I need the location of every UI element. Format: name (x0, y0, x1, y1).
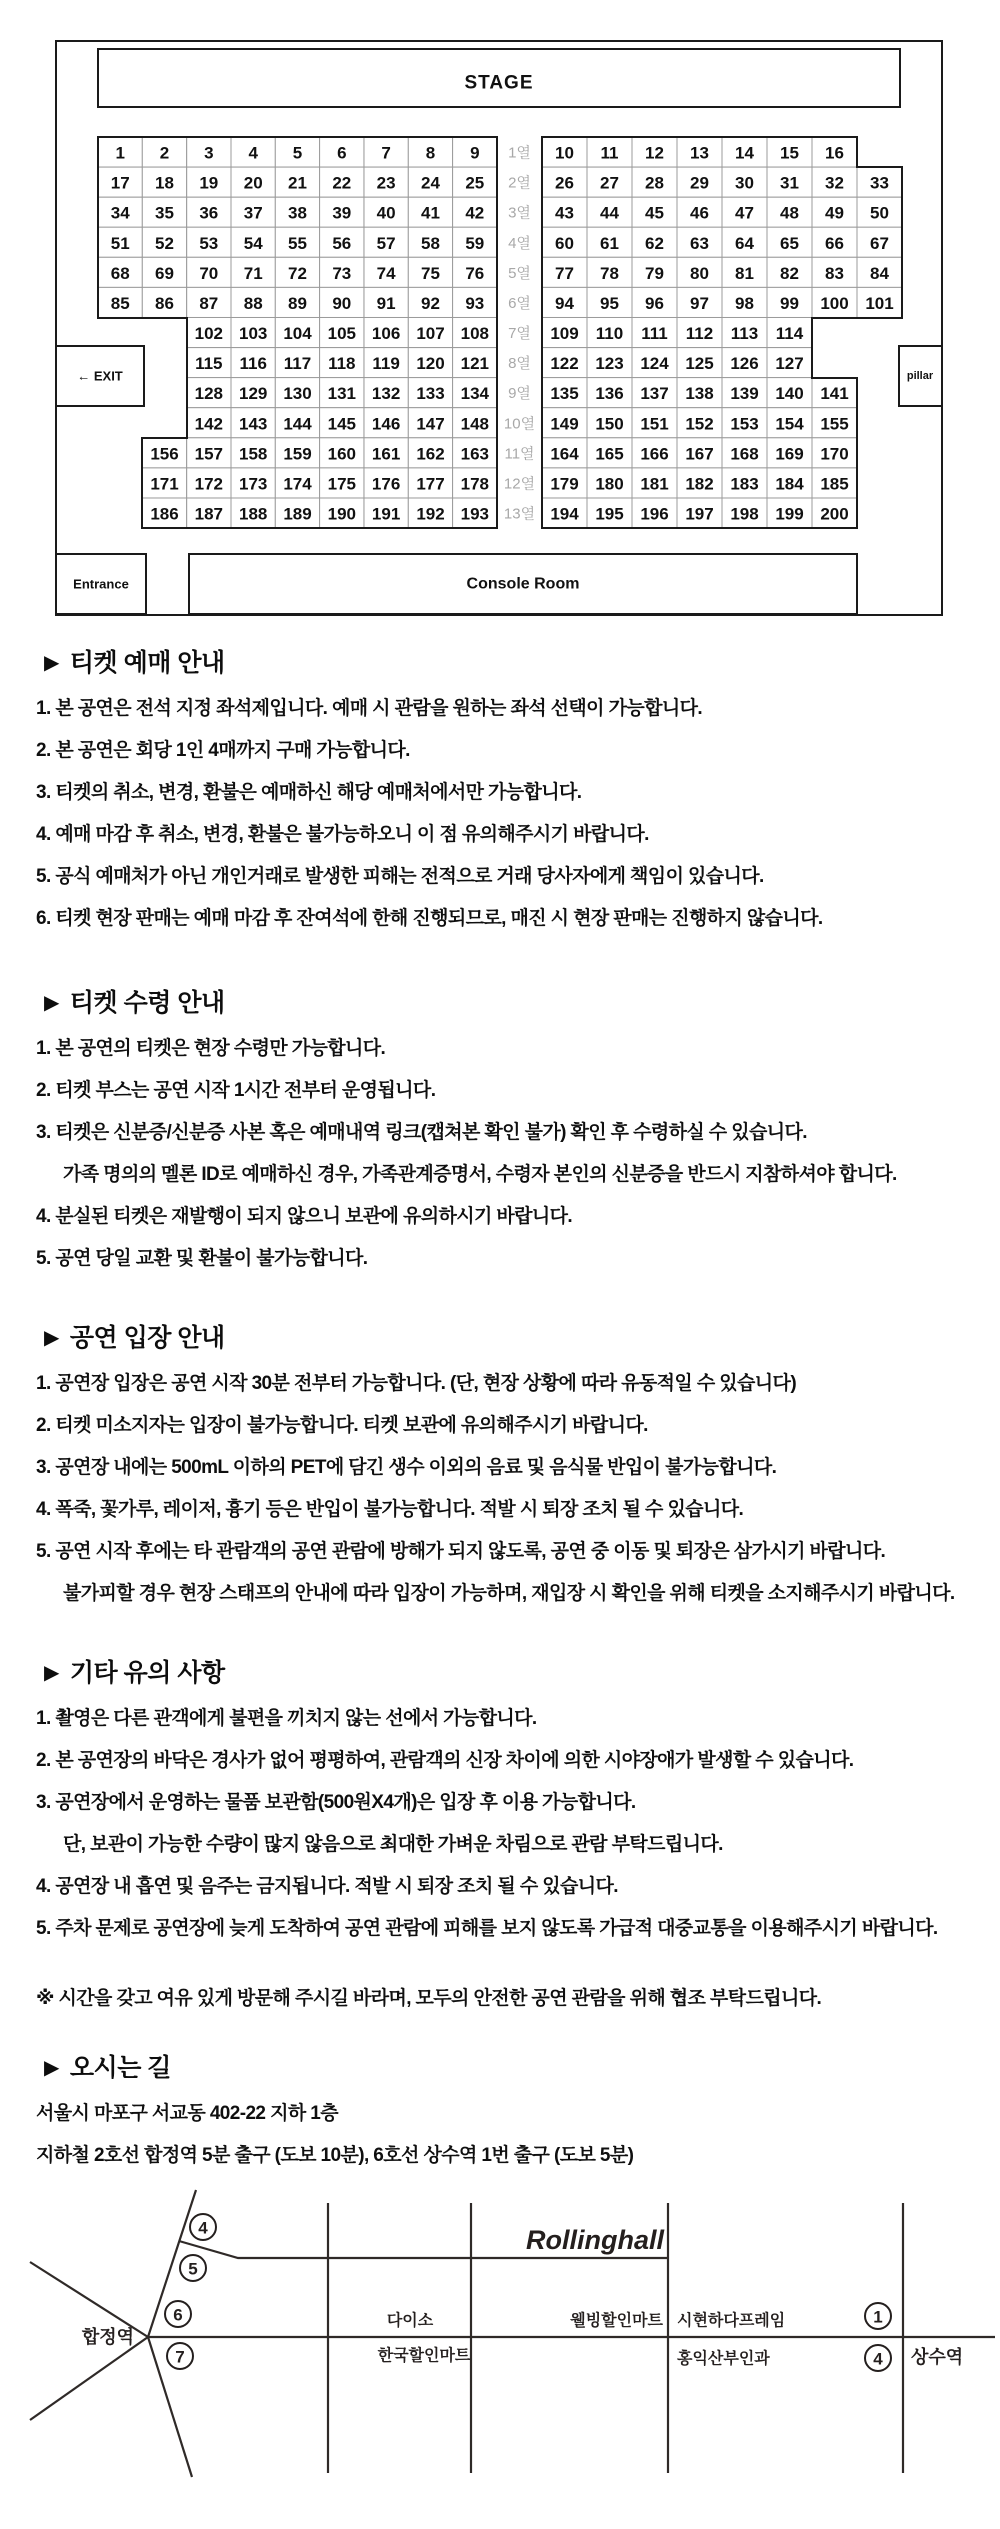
seat-number: 181 (640, 474, 669, 494)
section-title (44, 1323, 966, 1353)
subway-line: 지하철 2호선 합정역 5분 출구 (도보 10분), 6호선 상수역 1번 출구 (도보 5분) (36, 2145, 634, 2166)
seat-number: 24 (421, 173, 440, 193)
seat-number: 85 (110, 293, 130, 313)
guideline-item: 1. 촬영은 다른 관객에게 불편을 끼치지 않는 선에서 가능합니다. (36, 1708, 537, 1729)
seat-number: 112 (685, 324, 714, 343)
seat-number: 151 (640, 414, 669, 434)
row-label: 12열 (503, 475, 536, 493)
row-label: 8열 (508, 355, 531, 373)
guideline-item: 3. 티켓은 신분증/신분증 사본 혹은 예매내역 링크(캡쳐본 확인 불가) 확인 후 수령하실 수 있습니다. (36, 1122, 807, 1143)
seat-number: 119 (372, 354, 400, 374)
seat-number: 44 (600, 203, 619, 223)
seat-number: 154 (775, 414, 804, 434)
seat-number: 172 (194, 474, 223, 494)
seat-number: 163 (460, 444, 489, 464)
seat-number: 120 (416, 354, 445, 374)
seat-number: 69 (155, 263, 174, 283)
seat-number: 36 (199, 203, 219, 223)
guideline-item: 4. 폭죽, 꽃가루, 레이저, 흉기 등은 반입이 불가능합니다. 적발 시 퇴장 조치 될 수 있습니다. (36, 1499, 744, 1520)
seat-number: 84 (870, 263, 889, 283)
seat-number: 25 (465, 173, 485, 193)
seat-number: 171 (150, 474, 179, 494)
seat-number: 162 (416, 444, 445, 464)
seat-number: 116 (239, 354, 267, 374)
seat-number: 166 (640, 444, 669, 464)
seat-number: 153 (730, 414, 759, 434)
seat-number: 74 (376, 263, 396, 283)
seat-number: 111 (641, 324, 668, 343)
row-label: 11열 (504, 445, 535, 463)
seat-number: 56 (332, 233, 352, 253)
seat-number: 138 (685, 384, 714, 404)
seat-number: 10 (555, 143, 574, 163)
section-title-text: 티켓 수령 안내 (69, 989, 225, 1017)
seat-number: 167 (685, 444, 714, 464)
seat-number: 179 (550, 474, 579, 494)
seat-number: 95 (600, 293, 619, 313)
guideline-item: 4. 공연장 내 흡연 및 음주는 금지됩니다. 적발 시 퇴장 조치 될 수 있습니다. (36, 1876, 618, 1897)
seat-number: 186 (150, 504, 179, 524)
sangsu-station-label: 상수역 (911, 2347, 964, 2367)
seat-number: 83 (825, 263, 844, 283)
seat-number: 144 (283, 414, 312, 434)
seat-number: 184 (775, 474, 804, 494)
seat-number: 123 (595, 354, 624, 374)
guideline-item: 3. 공연장 내에는 500mL 이하의 PET에 담긴 생수 이외의 음료 및 음식물 반입이 불가능합니다. (36, 1457, 777, 1478)
seat-number: 194 (550, 504, 579, 524)
venue-logo: Rollinghall (526, 2225, 664, 2255)
street-line (30, 2337, 148, 2420)
seat-number: 21 (288, 173, 307, 193)
seat-number: 75 (421, 263, 440, 283)
seat-number: 143 (239, 414, 268, 434)
seat-number: 81 (735, 263, 754, 283)
section-title-text: 기타 유의 사항 (69, 1659, 225, 1687)
seat-number: 13 (690, 143, 709, 163)
seat-number: 125 (685, 354, 714, 374)
seat-number: 22 (332, 173, 352, 193)
seat-number: 33 (870, 173, 889, 193)
seat-number: 30 (735, 173, 754, 193)
seat-number: 11 (600, 143, 619, 163)
section-marker-icon: ▶ (44, 1327, 59, 1349)
guideline-item: 불가피할 경우 현장 스태프의 안내에 따라 입장이 가능하며, 재입장 시 확인을 위해 티켓을 소지해주시기 바랍니다. (63, 1583, 955, 1604)
seat-number: 89 (288, 293, 307, 313)
seat-number: 155 (820, 414, 849, 434)
seat-number: 176 (371, 474, 401, 494)
seat-number: 18 (155, 173, 174, 193)
seat-number: 31 (780, 173, 799, 193)
guideline-item: 단, 보관이 가능한 수량이 많지 않음으로 최대한 가벼운 차림으로 관람 부탁드립니다. (63, 1834, 723, 1855)
seat-number: 61 (600, 233, 619, 253)
seat-number: 140 (775, 384, 804, 404)
seat-number: 128 (194, 384, 223, 404)
seat-number: 137 (640, 384, 669, 404)
seat-number: 59 (465, 233, 485, 253)
seat-number: 71 (243, 263, 263, 283)
section-title-text: 티켓 예매 안내 (69, 649, 225, 677)
seat-number: 158 (239, 444, 268, 464)
seat-number: 28 (645, 173, 664, 193)
seat-number: 47 (735, 203, 754, 223)
seat-number: 168 (730, 444, 759, 464)
section-marker-icon: ▶ (44, 992, 59, 1014)
seat-number: 136 (595, 384, 624, 404)
seat-grid (98, 137, 902, 528)
seat-number: 37 (243, 203, 263, 223)
seat-number: 200 (820, 504, 849, 524)
seat-number: 122 (550, 354, 579, 374)
seat-number: 196 (640, 504, 669, 524)
seat-number: 124 (640, 354, 669, 374)
seat-number: 38 (288, 203, 307, 223)
section-ticket-pickup (36, 988, 966, 1291)
seat-number: 76 (465, 263, 485, 283)
seat-number: 189 (283, 504, 312, 524)
guideline-item: 1. 공연장 입장은 공연 시작 30분 전부터 가능합니다. (단, 현장 상황에 따라 유동적일 수 있습니다) (36, 1373, 797, 1394)
exit-label: ← EXIT (77, 368, 123, 384)
seat-number: 78 (600, 263, 619, 283)
seat-number: 102 (194, 324, 223, 343)
guideline-item: 가족 명의의 멜론 ID로 예매하신 경우, 가족관계증명서, 수령자 본인의 신분증을 반드시 지참하셔야 합니다. (63, 1164, 897, 1185)
row-label: 5열 (508, 264, 531, 282)
seat-number: 118 (328, 354, 356, 374)
seat-number: 121 (460, 354, 489, 374)
section-other-notes (36, 1658, 966, 1961)
section-marker-icon: ▶ (44, 652, 59, 674)
seat-number: 73 (332, 263, 352, 283)
seat-number: 139 (730, 384, 759, 404)
seat-number: 67 (870, 233, 889, 253)
seat-number: 108 (460, 324, 489, 343)
seat-number: 170 (820, 444, 849, 464)
row-label: 4열 (508, 234, 531, 252)
seat-number: 16 (825, 143, 844, 163)
seat-number: 182 (685, 474, 714, 494)
seat-number: 149 (550, 414, 579, 434)
guideline-item: 5. 주차 문제로 공연장에 늦게 도착하여 공연 관람에 피해를 보지 않도록 가급적 대중교통을 이용해주시기 바랍니다. (36, 1918, 938, 1939)
seat-number: 64 (735, 233, 754, 253)
seat-number: 152 (685, 414, 714, 434)
street-line (30, 2262, 148, 2337)
guideline-item: 3. 공연장에서 운영하는 물품 보관함(500원X4개)은 입장 후 이용 가능합니다. (36, 1792, 636, 1813)
seating-chart (55, 40, 943, 616)
seat-number: 187 (194, 504, 223, 524)
seat-number: 40 (376, 203, 396, 223)
seat-number: 141 (820, 384, 849, 404)
seat-number: 34 (110, 203, 130, 223)
guideline-item: 5. 공연 당일 교환 및 환불이 불가능합니다. (36, 1248, 368, 1269)
seat-number: 39 (332, 203, 352, 223)
seat-number: 191 (371, 504, 401, 524)
guideline-item: 5. 공연 시작 후에는 타 관람객의 공연 관람에 방해가 되지 않도록, 공연 중 이동 및 퇴장은 삼가시기 바랍니다. (36, 1541, 886, 1562)
guideline-item: 1. 본 공연은 전석 지정 좌석제입니다. 예매 시 관람을 원하는 좌석 선택이 가능합니다. (36, 698, 703, 719)
seat-number: 126 (730, 354, 759, 374)
seat-number: 110 (595, 324, 624, 343)
seat-number: 57 (376, 233, 396, 253)
row-label: 3열 (508, 204, 531, 222)
guideline-item: 4. 예매 마감 후 취소, 변경, 환불은 불가능하오니 이 점 유의해주시기 바랍니다. (36, 824, 649, 845)
seat-number: 105 (327, 324, 356, 343)
section-marker-icon: ▶ (44, 2057, 59, 2079)
seat-number: 58 (421, 233, 440, 253)
guideline-item: 1. 본 공연의 티켓은 현장 수령만 가능합니다. (36, 1038, 386, 1059)
seat-number: 107 (416, 324, 445, 343)
row-label: 1열 (508, 144, 531, 162)
seat-number: 20 (243, 173, 263, 193)
seat-number: 8 (425, 143, 436, 163)
section-title (44, 988, 966, 1018)
guideline-item: 4. 분실된 티켓은 재발행이 되지 않으니 보관에 유의하시기 바랍니다. (36, 1206, 573, 1227)
exit-number: 1 (873, 2307, 883, 2327)
map-streets (30, 2190, 995, 2477)
section-ticket-booking (36, 648, 966, 951)
seat-number: 197 (685, 504, 714, 524)
seat-number: 88 (243, 293, 263, 313)
seat-number: 175 (327, 474, 356, 494)
sihyeon-frame-label: 시현하다프레임 (677, 2312, 786, 2330)
seat-number: 99 (780, 293, 799, 313)
seat-number: 77 (555, 263, 574, 283)
seat-number: 53 (199, 233, 219, 253)
seat-number: 17 (110, 173, 130, 193)
section-title (44, 1658, 966, 1688)
section-title-text: 공연 입장 안내 (69, 1324, 225, 1352)
seat-number: 19 (199, 173, 219, 193)
seat-number: 195 (595, 504, 624, 524)
row-label: 2열 (508, 174, 531, 192)
seat-number: 23 (376, 173, 396, 193)
seat-number: 142 (194, 414, 223, 434)
seat-number: 164 (550, 444, 579, 464)
seat-number: 9 (470, 143, 480, 163)
seat-number: 51 (110, 233, 130, 253)
seat-number: 183 (730, 474, 759, 494)
safety-notice: ※ 시간을 갖고 여유 있게 방문해 주시길 바라며, 모두의 안전한 공연 관람을 위해 협조 부탁드립니다. (36, 1988, 822, 2009)
seat-number: 60 (555, 233, 574, 253)
seat-number: 27 (600, 173, 619, 193)
section-title (44, 2053, 966, 2083)
entrance-label: Entrance (73, 576, 129, 592)
seat-number: 79 (645, 263, 664, 283)
seat-number: 159 (283, 444, 312, 464)
seat-number: 157 (194, 444, 223, 464)
seat-number: 199 (775, 504, 804, 524)
seat-number: 43 (555, 203, 574, 223)
seat-number: 104 (283, 324, 312, 343)
seat-number: 98 (735, 293, 754, 313)
exit-number: 5 (188, 2259, 198, 2279)
seat-number: 96 (645, 293, 664, 313)
exit-number: 6 (173, 2305, 183, 2325)
korea-mart-label: 한국할인마트 (377, 2347, 471, 2365)
seat-number: 29 (690, 173, 709, 193)
seat-number: 54 (243, 233, 263, 253)
seat-number: 35 (155, 203, 174, 223)
directions-map (0, 2185, 1000, 2529)
hongik-clinic-label: 홍익산부인과 (677, 2350, 770, 2368)
seat-number: 94 (555, 293, 574, 313)
guideline-item: 3. 티켓의 취소, 변경, 환불은 예매하신 해당 예매처에서만 가능합니다. (36, 782, 582, 803)
seat-number: 41 (421, 203, 440, 223)
seat-number: 114 (775, 324, 804, 343)
seat-number: 180 (595, 474, 624, 494)
seat-number: 127 (775, 354, 804, 374)
exit-number: 4 (198, 2218, 208, 2238)
seat-number: 70 (199, 263, 219, 283)
seat-number: 130 (283, 384, 312, 404)
seat-number: 100 (820, 293, 849, 313)
row-label: 13열 (503, 505, 536, 523)
row-label: 7열 (508, 325, 531, 342)
seat-number: 161 (371, 444, 401, 464)
seat-number: 129 (239, 384, 268, 404)
seat-number: 50 (870, 203, 889, 223)
seat-number: 150 (595, 414, 624, 434)
seat-number: 103 (239, 324, 268, 343)
wellbeing-mart-label: 웰빙할인마트 (570, 2312, 663, 2330)
seat-number: 113 (730, 324, 759, 343)
seat-number: 106 (371, 324, 401, 343)
seat-number: 145 (327, 414, 356, 434)
seat-number: 52 (155, 233, 174, 253)
guideline-item: 2. 본 공연장의 바닥은 경사가 없어 평평하여, 관람객의 신장 차이에 의한 시야장애가 발생할 수 있습니다. (36, 1750, 854, 1771)
map-labels (81, 2225, 963, 2368)
seat-number: 160 (327, 444, 356, 464)
seat-number: 62 (645, 233, 664, 253)
seat-number: 177 (416, 474, 445, 494)
seat-number: 80 (690, 263, 709, 283)
section-title-text: 오시는 길 (69, 2054, 171, 2082)
seat-number: 68 (110, 263, 130, 283)
hapjeong-station-label: 합정역 (81, 2327, 134, 2347)
seat-number: 5 (292, 143, 303, 163)
seat-number: 87 (199, 293, 219, 313)
seat-number: 174 (283, 474, 312, 494)
seat-number: 15 (780, 143, 799, 163)
seat-number: 65 (780, 233, 799, 253)
address-line: 서울시 마포구 서교동 402-22 지하 1층 (36, 2103, 338, 2124)
seat-number: 173 (239, 474, 268, 494)
seat-number: 148 (460, 414, 489, 434)
seat-number: 135 (550, 384, 579, 404)
seat-number: 185 (820, 474, 849, 494)
seat-number: 132 (371, 384, 401, 404)
seat-number: 97 (690, 293, 709, 313)
guideline-item: 5. 공식 예매처가 아닌 개인거래로 발생한 피해는 전적으로 거래 당사자에게 책임이 있습니다. (36, 866, 764, 887)
seat-number: 72 (288, 263, 307, 283)
seat-number: 198 (730, 504, 759, 524)
seat-number: 66 (825, 233, 844, 253)
seat-number: 6 (337, 143, 347, 163)
seat-number: 86 (155, 293, 174, 313)
seat-number: 55 (288, 233, 307, 253)
guideline-item: 2. 티켓 미소지자는 입장이 불가능합니다. 티켓 보관에 유의해주시기 바랍니다. (36, 1415, 648, 1436)
section-title (44, 648, 966, 678)
daiso-label: 다이소 (386, 2312, 434, 2330)
seat-number: 7 (381, 143, 391, 163)
seat-number: 134 (460, 384, 489, 404)
seat-number: 26 (555, 173, 574, 193)
seat-number: 42 (465, 203, 485, 223)
seat-number: 193 (460, 504, 489, 524)
seat-number: 49 (825, 203, 844, 223)
seat-number: 1 (115, 143, 125, 163)
seat-number: 117 (283, 354, 312, 374)
guideline-item: 2. 본 공연은 회당 1인 4매까지 구매 가능합니다. (36, 740, 410, 761)
seat-number: 82 (780, 263, 799, 283)
seat-number: 192 (416, 504, 445, 524)
seat-number: 93 (465, 293, 485, 313)
pillar-label: pillar (906, 370, 934, 382)
seat-number: 63 (690, 233, 709, 253)
seat-number: 133 (416, 384, 445, 404)
seat-number: 165 (595, 444, 624, 464)
seat-number: 190 (327, 504, 356, 524)
section-marker-icon: ▶ (44, 1662, 59, 1684)
seat-number: 90 (332, 293, 352, 313)
seat-number: 101 (865, 293, 894, 313)
guideline-item: 6. 티켓 현장 판매는 예매 마감 후 잔여석에 한해 진행되므로, 매진 시 현장 판매는 진행하지 않습니다. (36, 908, 823, 929)
seat-number: 46 (690, 203, 709, 223)
seat-number: 92 (421, 293, 440, 313)
seat-number: 131 (327, 384, 356, 404)
seat-number: 169 (775, 444, 804, 464)
seat-number: 115 (195, 354, 223, 374)
seat-number: 32 (825, 173, 844, 193)
section-directions (36, 2053, 966, 2188)
seat-number: 4 (248, 143, 258, 163)
seat-number: 14 (735, 143, 754, 163)
row-label: 10열 (503, 415, 536, 433)
row-label: 9열 (508, 385, 531, 403)
exit-number: 7 (175, 2347, 185, 2367)
seat-number: 48 (780, 203, 799, 223)
seat-number: 146 (371, 414, 401, 434)
stage-label: STAGE (464, 72, 534, 94)
console-room-label: Console Room (466, 575, 580, 593)
seat-number: 45 (645, 203, 664, 223)
seat-number: 156 (150, 444, 179, 464)
seat-number: 109 (550, 324, 579, 343)
section-entrance (36, 1323, 966, 1626)
seat-number: 12 (645, 143, 664, 163)
seat-number: 3 (204, 143, 214, 163)
row-label: 6열 (508, 294, 531, 312)
guideline-item: 2. 티켓 부스는 공연 시작 1시간 전부터 운영됩니다. (36, 1080, 436, 1101)
seat-number: 188 (239, 504, 268, 524)
seat-number: 2 (159, 143, 170, 163)
seat-number: 147 (416, 414, 445, 434)
seat-number: 91 (376, 293, 396, 313)
seat-number: 178 (460, 474, 489, 494)
exit-number: 4 (873, 2349, 883, 2369)
